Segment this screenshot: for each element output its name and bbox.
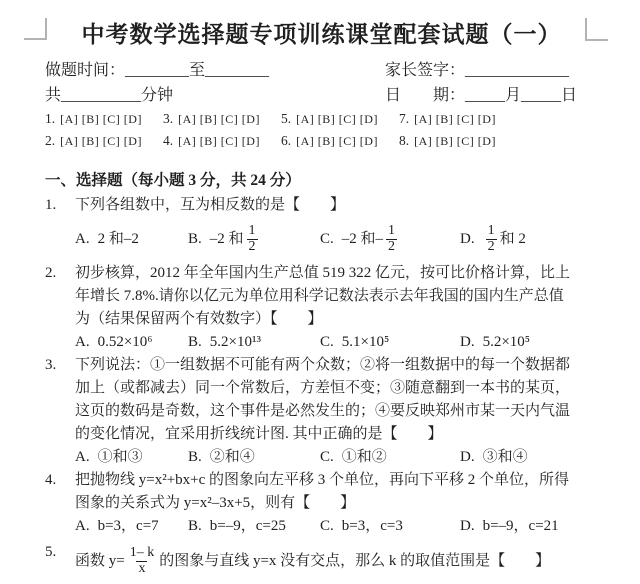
- answer-cell-bubbles: [A] [B] [C] [D]: [414, 112, 496, 126]
- answer-cell-number: 1.: [45, 111, 56, 126]
- option-text: 0.52×10⁶: [97, 334, 153, 350]
- duration-blank-field: 共__________分钟: [45, 87, 174, 104]
- question-stem-line: 这页的数码是奇数，这个事件是必然发生的；④要反映郑州市某一天内气温: [75, 403, 571, 419]
- question-stem-line: 为（结果保留两个有效数字）【 】: [75, 311, 323, 327]
- answer-cell-6: [281, 134, 399, 148]
- question-stem-line: 图象的关系式为 y=x²–3x+5，则有【 】: [75, 495, 356, 511]
- option-label: C.: [320, 449, 334, 465]
- answer-cell-bubbles: [A] [B] [C] [D]: [296, 112, 378, 126]
- option-label: A.: [75, 518, 90, 534]
- question-1-options: [75, 217, 598, 262]
- parent-signature-field: 家长签字：_____________: [385, 62, 570, 79]
- option-c: [320, 331, 460, 354]
- answer-cell-2: [45, 134, 163, 148]
- option-a: [75, 331, 188, 354]
- option-label: D.: [460, 518, 475, 534]
- stem-text: 的图象与直线 y=x 没有交点，那么 k 的取值范围是【 】: [159, 552, 551, 569]
- option-d: [460, 224, 598, 254]
- option-text: b=–9，c=21: [482, 518, 559, 534]
- answer-cell-8: [399, 134, 598, 148]
- option-label: D.: [460, 449, 475, 465]
- option-label: B.: [188, 231, 202, 247]
- option-text: ①和③: [97, 449, 143, 465]
- section-heading: 一、选择题（每小题 3 分，共 24 分）: [45, 172, 301, 189]
- fraction-numerator: 1: [487, 223, 495, 239]
- option-c: [320, 515, 460, 538]
- question-2: [45, 262, 598, 354]
- option-b: [188, 224, 320, 254]
- option-b: [188, 446, 320, 469]
- option-text: 2 和–2: [97, 231, 139, 247]
- option-label: A.: [75, 334, 90, 350]
- option-text: –2 和–: [341, 231, 384, 247]
- option-b: [188, 515, 320, 538]
- fraction: [386, 224, 397, 254]
- option-c: [320, 446, 460, 469]
- fraction-numerator: 1– k: [129, 544, 155, 560]
- option-text: b=–9，c=25: [209, 518, 286, 534]
- page-content: [0, 18, 640, 581]
- time-blank-field: 做题时间：________至________: [45, 62, 270, 79]
- option-label: D.: [460, 334, 475, 350]
- option-text: ②和④: [209, 449, 255, 465]
- question-4-options: [75, 515, 598, 538]
- fraction-denominator: 2: [487, 239, 495, 254]
- fraction-denominator: 2: [248, 239, 256, 254]
- question-stem: 下列各组数中，互为相反数的是【 】: [75, 197, 346, 213]
- question-4: [45, 469, 598, 538]
- question-3: [45, 354, 598, 469]
- question-stem-line: 下列说法：①一组数据不可能有两个众数；②将一组数据中的每一个数据都: [75, 357, 571, 373]
- option-a: [75, 515, 188, 538]
- answer-cell-3: [163, 112, 281, 126]
- page-title: 中考数学选择题专项训练课堂配套试题（一）: [81, 22, 562, 47]
- fraction: [247, 224, 258, 254]
- answer-cell-bubbles: [A] [B] [C] [D]: [414, 134, 496, 148]
- question-2-options: [75, 331, 598, 354]
- date-blank-field: 日 期：_____月_____日: [385, 87, 578, 104]
- answer-cell-4: [163, 134, 281, 148]
- answer-cell-7: [399, 112, 598, 126]
- option-c: [320, 224, 460, 254]
- question-stem-line: 加上（或都减去）同一个常数后，方差恒不变；③随意翻到一本书的某页，: [75, 380, 571, 396]
- option-text: 5.1×10⁵: [341, 334, 390, 350]
- answer-cell-bubbles: [A] [B] [C] [D]: [178, 134, 260, 148]
- page-corner-mark-left: [24, 18, 47, 40]
- option-label: C.: [320, 231, 334, 247]
- answer-cell-number: 6.: [281, 133, 292, 148]
- question-stem-line: 初步核算，2012 年全年国内生产总值 519 322 亿元，按可比价格计算，比上: [75, 265, 571, 281]
- question-5: [45, 541, 598, 581]
- answer-sheet: [45, 112, 598, 148]
- answer-cell-bubbles: [A] [B] [C] [D]: [296, 134, 378, 148]
- test-paper-page: [0, 18, 640, 584]
- header-row-2: [45, 83, 598, 108]
- answer-cell-bubbles: [A] [B] [C] [D]: [178, 112, 260, 126]
- answer-cell-bubbles: [A] [B] [C] [D]: [60, 134, 142, 148]
- fraction-denominator: x: [138, 560, 146, 576]
- option-text: 和 2: [499, 231, 526, 247]
- answer-cell-number: 2.: [45, 133, 56, 148]
- fraction-denominator: 2: [388, 239, 396, 254]
- option-text: b=3，c=7: [97, 518, 159, 534]
- fraction-numerator: 1: [248, 223, 256, 239]
- answer-cell-1: [45, 112, 163, 126]
- question-number: 1.: [45, 197, 57, 213]
- option-text: ③和④: [482, 449, 528, 465]
- answer-cell-bubbles: [A] [B] [C] [D]: [60, 112, 142, 126]
- question-stem: [75, 541, 598, 581]
- header-row-1: [45, 58, 598, 83]
- paper-header: [45, 58, 598, 108]
- option-label: D.: [460, 231, 475, 247]
- question-number: 3.: [45, 357, 57, 373]
- answer-cell-number: 8.: [399, 133, 410, 148]
- question-3-options: [75, 446, 598, 469]
- question-stem-line: 把抛物线 y=x²+bx+c 的图象向左平移 3 个单位，再向下平移 2 个单位，所得: [75, 472, 570, 488]
- answer-cell-number: 5.: [281, 111, 292, 126]
- option-label: C.: [320, 518, 334, 534]
- option-label: A.: [75, 231, 90, 247]
- option-label: A.: [75, 449, 90, 465]
- option-label: C.: [320, 334, 334, 350]
- option-a: [75, 446, 188, 469]
- option-label: B.: [188, 334, 202, 350]
- fraction: [486, 224, 497, 254]
- question-number: 4.: [45, 472, 57, 488]
- page-corner-mark-right: [585, 18, 608, 41]
- answer-cell-number: 4.: [163, 133, 174, 148]
- option-text: 5.2×10¹³: [209, 334, 261, 350]
- option-label: B.: [188, 449, 202, 465]
- option-text: 5.2×10⁵: [482, 334, 531, 350]
- answer-cell-number: 3.: [163, 111, 174, 126]
- option-text: b=3，c=3: [341, 518, 403, 534]
- option-text: –2 和: [209, 231, 244, 247]
- option-d: [460, 515, 598, 538]
- question-number: 5.: [45, 544, 57, 560]
- answer-cell-number: 7.: [399, 111, 410, 126]
- option-label: B.: [188, 518, 202, 534]
- stem-text: 函数 y=: [75, 552, 125, 569]
- question-stem-line: 年增长 7.8%.请你以亿元为单位用科学记数法表示去年我国的国内生产总值: [75, 288, 564, 304]
- question-stem-line: 的变化情况，宜采用折线统计图. 其中正确的是【 】: [75, 426, 443, 442]
- fraction-numerator: 1: [388, 223, 396, 239]
- question-number: 2.: [45, 265, 57, 281]
- option-b: [188, 331, 320, 354]
- fraction: [128, 546, 157, 576]
- option-d: [460, 331, 598, 354]
- question-1: [45, 194, 598, 262]
- option-text: ①和②: [341, 449, 387, 465]
- option-d: [460, 446, 598, 469]
- option-a: [75, 228, 188, 251]
- answer-cell-5: [281, 112, 399, 126]
